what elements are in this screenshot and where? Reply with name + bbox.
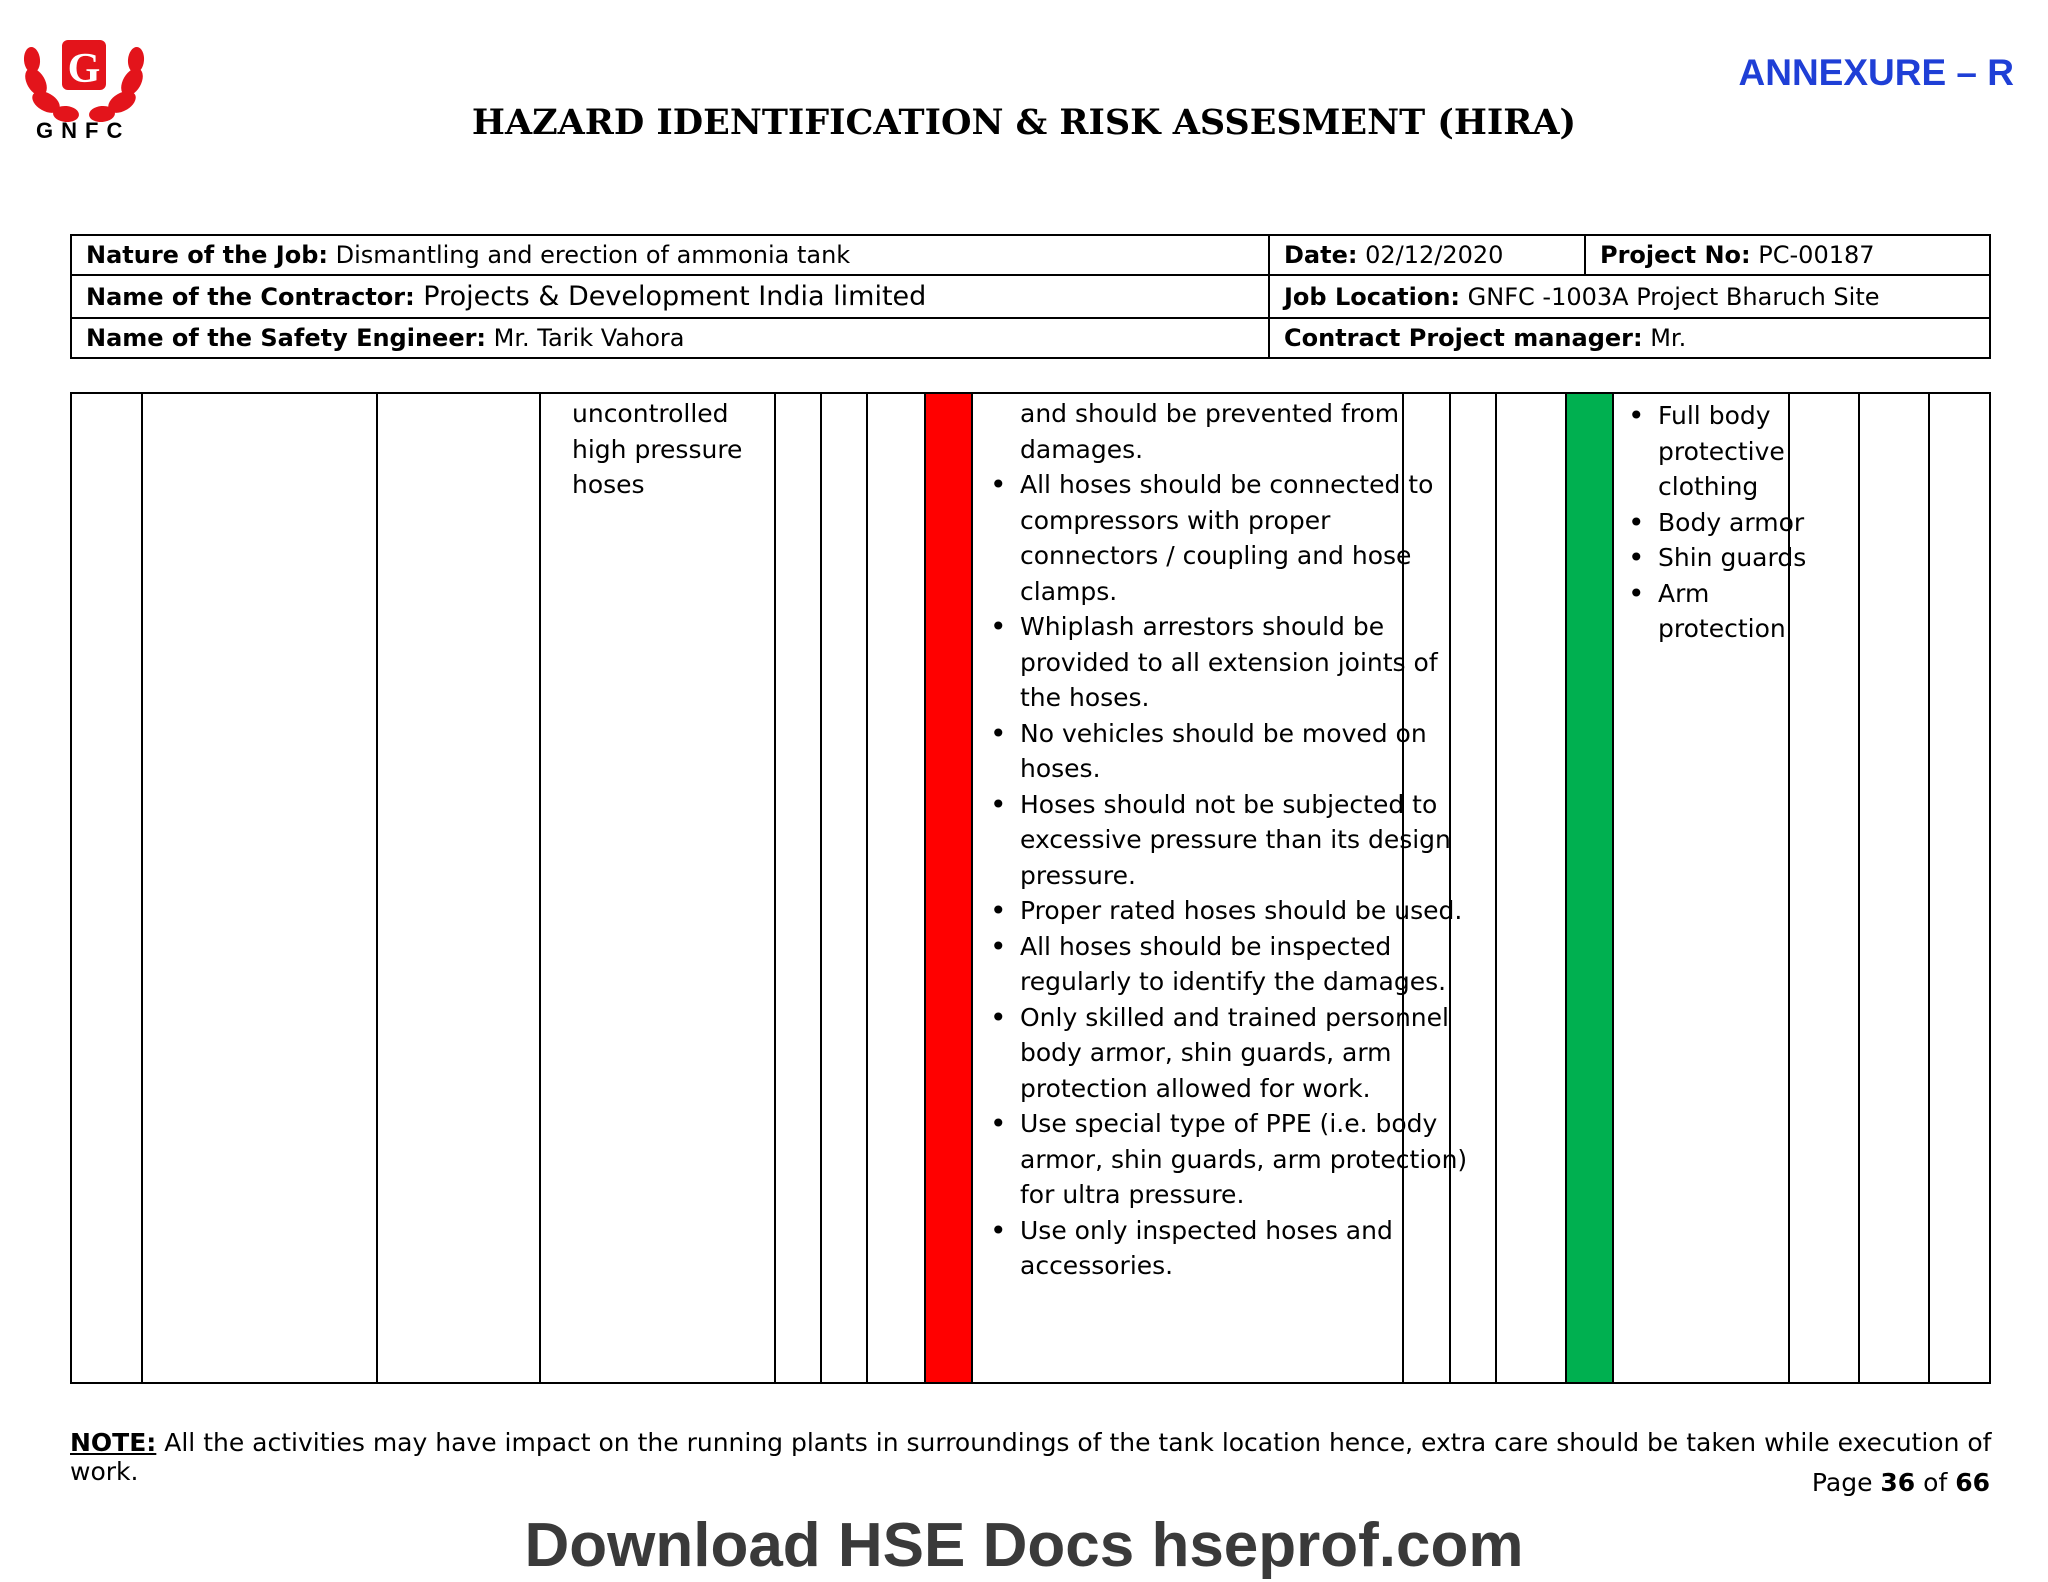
column-divider xyxy=(1928,394,1930,1382)
ppe-item: • Arm protection xyxy=(1620,576,1810,647)
page-number xyxy=(1812,1468,1990,1497)
date-value: 02/12/2020 xyxy=(1357,241,1504,269)
control-item: • No vehicles should be moved on hoses. xyxy=(982,716,1472,787)
column-divider xyxy=(924,394,926,1382)
manager-label: Contract Project manager: xyxy=(1284,324,1643,352)
hazard-line: high pressure xyxy=(572,434,743,464)
project-manager-cell xyxy=(1269,318,1990,358)
ppe-item: • Body armor xyxy=(1620,505,1810,541)
column-divider xyxy=(141,394,143,1382)
hazard-cell xyxy=(572,396,792,503)
nature-of-job-cell xyxy=(71,235,1269,275)
project-no-cell xyxy=(1585,235,1990,275)
column-divider xyxy=(1565,394,1567,1382)
manager-value: Mr. xyxy=(1642,324,1687,352)
contractor-cell xyxy=(71,275,1269,318)
safety-label: Name of the Safety Engineer: xyxy=(86,324,487,352)
contractor-label: Name of the Contractor: xyxy=(86,283,415,311)
location-label: Job Location: xyxy=(1284,282,1461,311)
nature-label: Nature of the Job: xyxy=(86,241,328,269)
job-info-table xyxy=(70,234,1991,359)
control-item: • Use only inspected hoses and accessories. xyxy=(982,1213,1472,1284)
column-divider xyxy=(866,394,868,1382)
control-intro: and should be prevented from damages. xyxy=(1020,399,1400,464)
location-value: GNFC -1003A Project Bharuch Site xyxy=(1460,282,1880,311)
project-label: Project No: xyxy=(1600,241,1751,269)
hira-table xyxy=(70,392,1991,1384)
info-row xyxy=(71,235,1990,275)
control-item: • Hoses should not be subjected to excessive pressure than its design pressure. xyxy=(982,787,1472,894)
control-item: • Whiplash arrestors should be provided to all extension joints of the hoses. xyxy=(982,609,1472,716)
page-total: 66 xyxy=(1955,1468,1990,1497)
hazard-line: uncontrolled xyxy=(572,399,729,428)
page-title: HAZARD IDENTIFICATION & RISK ASSESMENT (HIRA) xyxy=(471,102,1577,143)
hazard-line: hoses xyxy=(572,470,645,499)
ppe-item: • Full body protective clothing xyxy=(1620,398,1810,505)
info-row xyxy=(71,318,1990,358)
project-value: PC-00187 xyxy=(1750,241,1875,269)
page-current: 36 xyxy=(1880,1468,1916,1497)
column-divider xyxy=(1858,394,1860,1382)
page-prefix: Page xyxy=(1811,1468,1881,1497)
safety-engineer-cell xyxy=(71,318,1269,358)
initial-risk-red-cell xyxy=(925,394,972,1382)
date-label: Date: xyxy=(1284,241,1358,269)
contractor-value: Projects & Development India limited xyxy=(414,281,927,312)
note-label: NOTE: xyxy=(70,1428,157,1457)
control-item: • Only skilled and trained personnel body armor, shin guards, arm protection allowed for work. xyxy=(982,1000,1472,1107)
control-item: • Proper rated hoses should be used. xyxy=(982,893,1472,929)
page-of: of xyxy=(1915,1468,1956,1497)
column-divider xyxy=(539,394,541,1382)
control-list xyxy=(982,467,1472,1284)
info-row xyxy=(71,275,1990,318)
control-item: • All hoses should be inspected regularly to identify the damages. xyxy=(982,929,1472,1000)
job-location-cell xyxy=(1269,275,1990,318)
safety-value: Mr. Tarik Vahora xyxy=(486,324,685,352)
annexure-label: ANNEXURE – R xyxy=(1738,52,2014,93)
column-divider xyxy=(774,394,776,1382)
control-item: • Use special type of PPE (i.e. body armor, shin guards, arm protection) for ultra pressure. xyxy=(982,1106,1472,1213)
ppe-cell xyxy=(1620,398,1810,647)
ppe-item: • Shin guards xyxy=(1620,540,1810,576)
control-measures-cell xyxy=(982,396,1472,1284)
footer-note xyxy=(70,1428,2048,1486)
nature-value: Dismantling and erection of ammonia tank xyxy=(327,241,851,269)
watermark-text: Download HSE Docs hseprof.com xyxy=(524,1511,1524,1580)
column-divider xyxy=(971,394,973,1382)
column-divider xyxy=(820,394,822,1382)
column-divider xyxy=(1495,394,1497,1382)
logo-letter: G xyxy=(67,46,101,92)
column-divider xyxy=(1612,394,1614,1382)
logo-text: GNFC xyxy=(36,118,131,143)
column-divider xyxy=(376,394,378,1382)
date-cell xyxy=(1269,235,1585,275)
residual-risk-green-cell xyxy=(1565,394,1612,1382)
ppe-list xyxy=(1620,398,1810,647)
control-item: • All hoses should be connected to compressors with proper connectors / coupling and hose clamps. xyxy=(982,467,1472,609)
note-text: All the activities may have impact on the running plants in surroundings of the tank location hence, extra care should be taken while execution of work. xyxy=(70,1428,1992,1486)
